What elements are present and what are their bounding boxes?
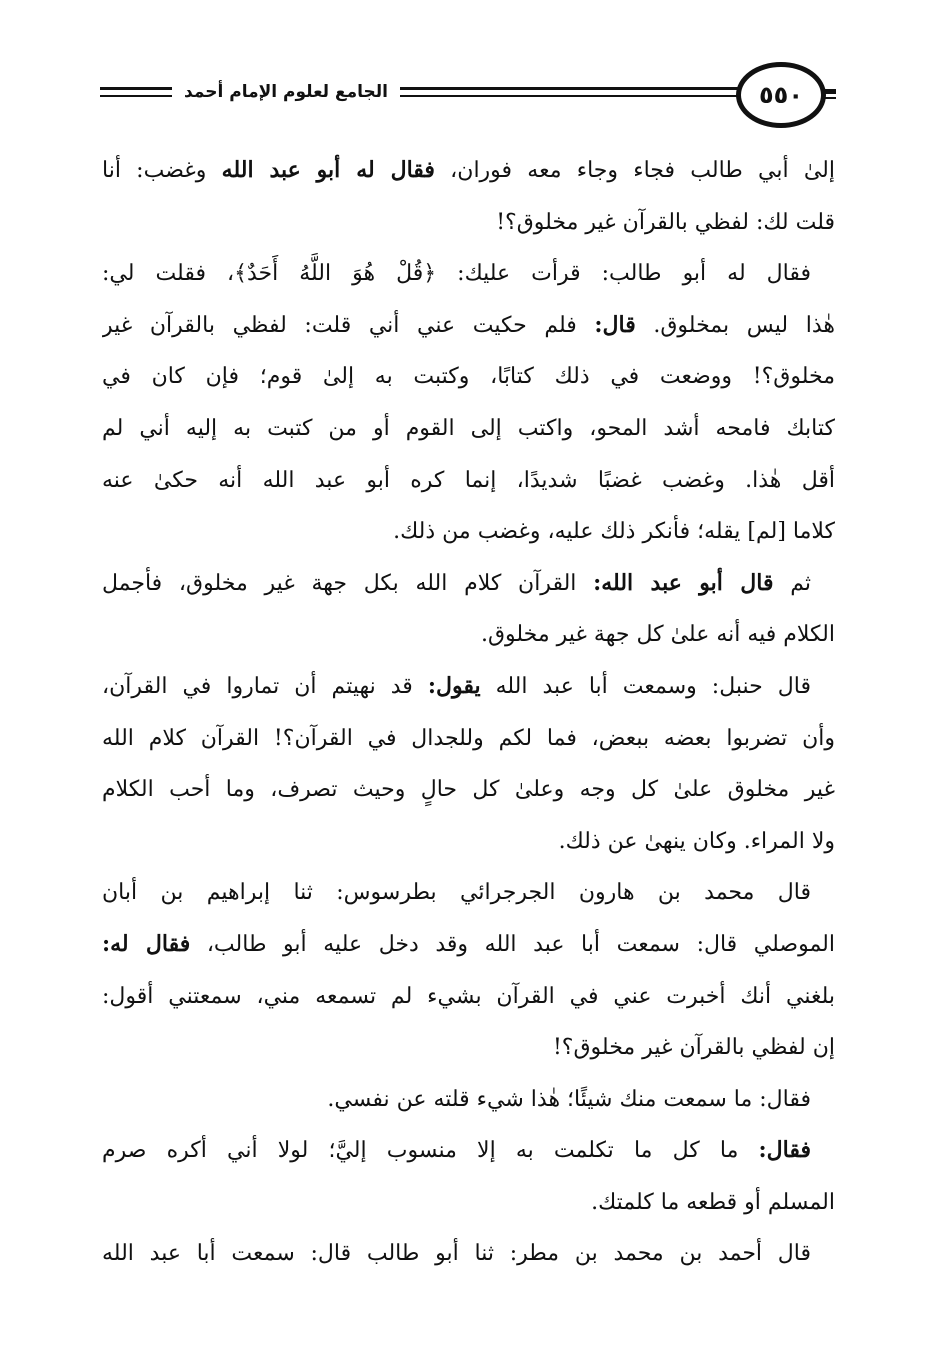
text-segment: كتابك فامحه أشد المحو، واكتب إلى القوم أو من كتبت به إليه أني لم [102, 415, 835, 441]
text-segment: ثم [773, 570, 811, 596]
text-segment: القرآن كلام الله بكل جهة غير مخلوق، فأجمل [102, 570, 594, 596]
text-segment: ولا المراء. وكان ينهىٰ عن ذلك. [558, 828, 835, 854]
text-segment: قد نهيتم أن تماروا في القرآن، [102, 673, 428, 699]
text-line [102, 300, 835, 352]
header-rule-left-bottom [100, 95, 172, 97]
text-segment: الكلام فيه أنه علىٰ كل جهة غير مخلوق. [480, 622, 835, 648]
text-line [102, 661, 835, 713]
text-segment: قال أحمد بن محمد بن مطر: ثنا أبو طالب قال: سمعت أبا عبد الله [102, 1241, 811, 1267]
text-segment: الموصلي قال: سمعت أبا عبد الله وقد دخل عليه أبو طالب، [190, 931, 835, 957]
text-line [102, 1022, 835, 1074]
text-segment: ما كل ما تكلمت به إلا منسوب إليَّ؛ لولا أني أكره صرم [102, 1138, 759, 1164]
text-line [102, 816, 835, 868]
page-number: ٥٥٠ [736, 62, 826, 128]
text-line [102, 919, 835, 971]
text-line [102, 1074, 835, 1126]
text-segment: وأن تضربوا بعضه ببعض، فما لكم وللجدال في القرآن؟! القرآن كلام الله [102, 725, 835, 751]
text-line [102, 1125, 835, 1177]
text-segment: قال محمد بن هارون الجرجرائي بطرسوس: ثنا إبراهيم بن أبان [102, 880, 811, 906]
text-line [102, 1228, 835, 1280]
text-line [102, 197, 835, 249]
body-text [102, 145, 835, 1280]
text-segment: فقال: ما سمعت منك شيئًا؛ هٰذا شيء قلته عن نفسي. [327, 1086, 811, 1112]
text-line [102, 558, 835, 610]
header-rule-left-top [100, 87, 172, 90]
text-segment: فقال له أبو طالب: قرأت عليك: ﴿قُلْ هُوَ اللَّهُ أَحَدٌ﴾، فقلت لي: [102, 261, 811, 287]
text-line [102, 145, 835, 197]
text-segment: إلىٰ أبي طالب فجاء وجاء معه فوران، [434, 158, 835, 183]
text-line [102, 506, 835, 558]
text-segment: غير مخلوق علىٰ كل وجه وعلىٰ كل حالٍ وحيث تصرف، وما أحب الكلام [102, 777, 835, 803]
text-line [102, 351, 835, 403]
bold-phrase: قال أبو عبد الله: [593, 569, 774, 596]
text-segment: قلت لك: لفظي بالقرآن غير مخلوق؟! [496, 209, 835, 235]
text-segment: المسلم أو قطعه ما كلمتك. [591, 1189, 835, 1215]
text-segment: أقل هٰذا. وغضب غضبًا شديدًا، إنما كره أبو عبد الله أنه حكىٰ عنه [102, 467, 835, 493]
running-title: الجامع لعلوم الإمام أحمد [184, 82, 388, 102]
text-line [102, 609, 835, 661]
text-line [102, 867, 835, 919]
bold-phrase: فقال: [758, 1137, 811, 1164]
text-line [102, 1177, 835, 1229]
header-rule-right-top [400, 87, 740, 90]
text-segment: وغضب: أنا [102, 158, 222, 183]
text-segment: فلم حكيت عني أني قلت: لفظي بالقرآن غير [102, 312, 595, 338]
header-rule-right-bottom [400, 95, 740, 97]
text-line [102, 971, 835, 1023]
bold-phrase: فقال له: [102, 930, 191, 957]
bold-phrase: فقال له أبو عبد الله [221, 157, 435, 183]
text-line [102, 248, 835, 300]
bold-phrase: يقول: [427, 672, 481, 699]
text-segment: هٰذا ليس بمخلوق. [635, 312, 835, 338]
text-segment: بلغني أنك أخبرت عني في القرآن بشيء لم تسمعه مني، سمعتني أقول: [102, 983, 835, 1009]
text-segment: قال حنبل: وسمعت أبا عبد الله [480, 673, 811, 699]
text-segment: مخلوق؟! ووضعت في ذلك كتابًا، وكتبت به إلىٰ قوم؛ فإن كان في [102, 364, 835, 390]
text-line [102, 455, 835, 507]
text-line [102, 764, 835, 816]
bold-phrase: قال: [594, 311, 636, 338]
text-line [102, 403, 835, 455]
text-line [102, 713, 835, 765]
page-header [100, 62, 835, 132]
text-segment: كلاما [لم] يقله؛ فأنكر ذلك عليه، وغضب من ذلك. [393, 519, 835, 545]
text-segment: إن لفظي بالقرآن غير مخلوق؟! [552, 1035, 835, 1061]
